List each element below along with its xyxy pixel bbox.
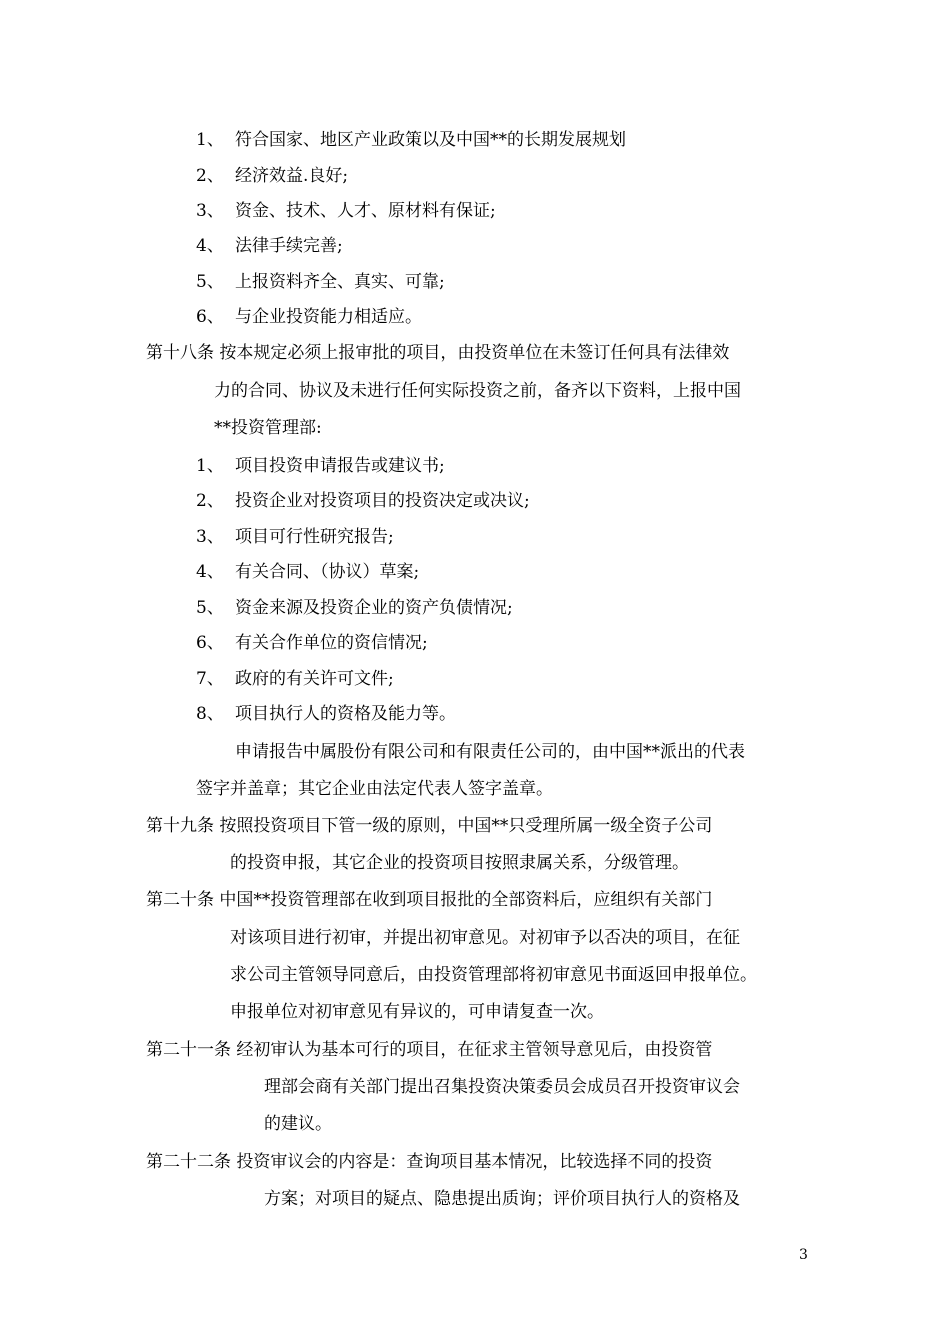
list-item-number: 6、 [196,307,224,327]
list-item-number: 2、 [196,491,224,511]
article-19-line-2: 的投资申报，其它企业的投资项目按照隶属关系，分级管理。 [230,853,689,873]
article-20-line-1: 第二十条 中国**投资管理部在收到项目报批的全部资料后，应组织有关部门 [146,890,713,910]
list-item-text: 投资企业对投资项目的投资决定或决议; [235,491,530,511]
article-20-line-2: 对该项目进行初审，并提出初审意见。对初审予以否决的项目，在征 [230,928,740,948]
list-item-text: 上报资料齐全、真实、可靠; [235,272,445,292]
list-item-text: 项目可行性研究报告; [235,527,394,547]
list-item-number: 7、 [196,669,224,689]
list-item-text: 政府的有关许可文件; [235,669,394,689]
article-18-line-1: 第十八条 按本规定必须上报审批的项目，由投资单位在未签订任何具有法律效 [146,343,730,363]
article-22-line-1: 第二十二条 投资审议会的内容是：查询项目基本情况，比较选择不同的投资 [146,1152,713,1172]
article-20-line-3: 求公司主管领导同意后，由投资管理部将初审意见书面返回申报单位。 [230,965,757,985]
list-item-text: 资金、技术、人才、原材料有保证; [235,201,496,221]
article-18-line-3: **投资管理部: [214,418,322,438]
list-item-number: 6、 [196,633,224,653]
list-item-number: 4、 [196,236,224,256]
list-item-text: 有关合作单位的资信情况; [235,633,428,653]
list-item-text: 与企业投资能力相适应。 [235,307,422,327]
list-item-number: 1、 [196,130,224,150]
article-21-line-2: 理部会商有关部门提出召集投资决策委员会成员召开投资审议会 [264,1077,740,1097]
article-18-line-2: 力的合同、协议及未进行任何实际投资之前，备齐以下资料，上报中国 [214,381,741,401]
list-item-text: 资金来源及投资企业的资产负债情况; [235,598,513,618]
article-22-line-2: 方案；对项目的疑点、隐患提出质询；评价项目执行人的资格及 [264,1189,740,1209]
list-item-text: 项目投资申请报告或建议书; [235,456,445,476]
list-item-number: 1、 [196,456,224,476]
page-number: 3 [799,1247,808,1263]
article-20-line-4: 申报单位对初审意见有异议的，可申请复查一次。 [230,1002,604,1022]
list-item-text: 符合国家、地区产业政策以及中国**的长期发展规划 [235,130,626,150]
list-item-number: 2、 [196,166,224,186]
list-item-text: 经济效益.良好; [235,166,349,186]
article-21-line-1: 第二十一条 经初审认为基本可行的项目，在征求主管领导意见后，由投资管 [146,1040,713,1060]
list-item-number: 3、 [196,527,224,547]
list-item-number: 4、 [196,562,224,582]
list-item-number: 5、 [196,272,224,292]
list-item-text: 项目执行人的资格及能力等。 [235,704,456,724]
article-19-line-1: 第十九条 按照投资项目下管一级的原则，中国**只受理所属一级全资子公司 [146,816,713,836]
list-item-text: 法律手续完善; [235,236,343,256]
list-item-number: 5、 [196,598,224,618]
signature-note-line-2: 签字并盖章；其它企业由法定代表人签字盖章。 [196,779,553,799]
list-item-number: 3、 [196,201,224,221]
list-item-text: 有关合同、（协议）草案; [235,562,420,582]
list-item-number: 8、 [196,704,224,724]
article-21-line-3: 的建议。 [264,1114,332,1134]
signature-note-line-1: 申请报告中属股份有限公司和有限责任公司的，由中国**派出的代表 [235,742,745,762]
